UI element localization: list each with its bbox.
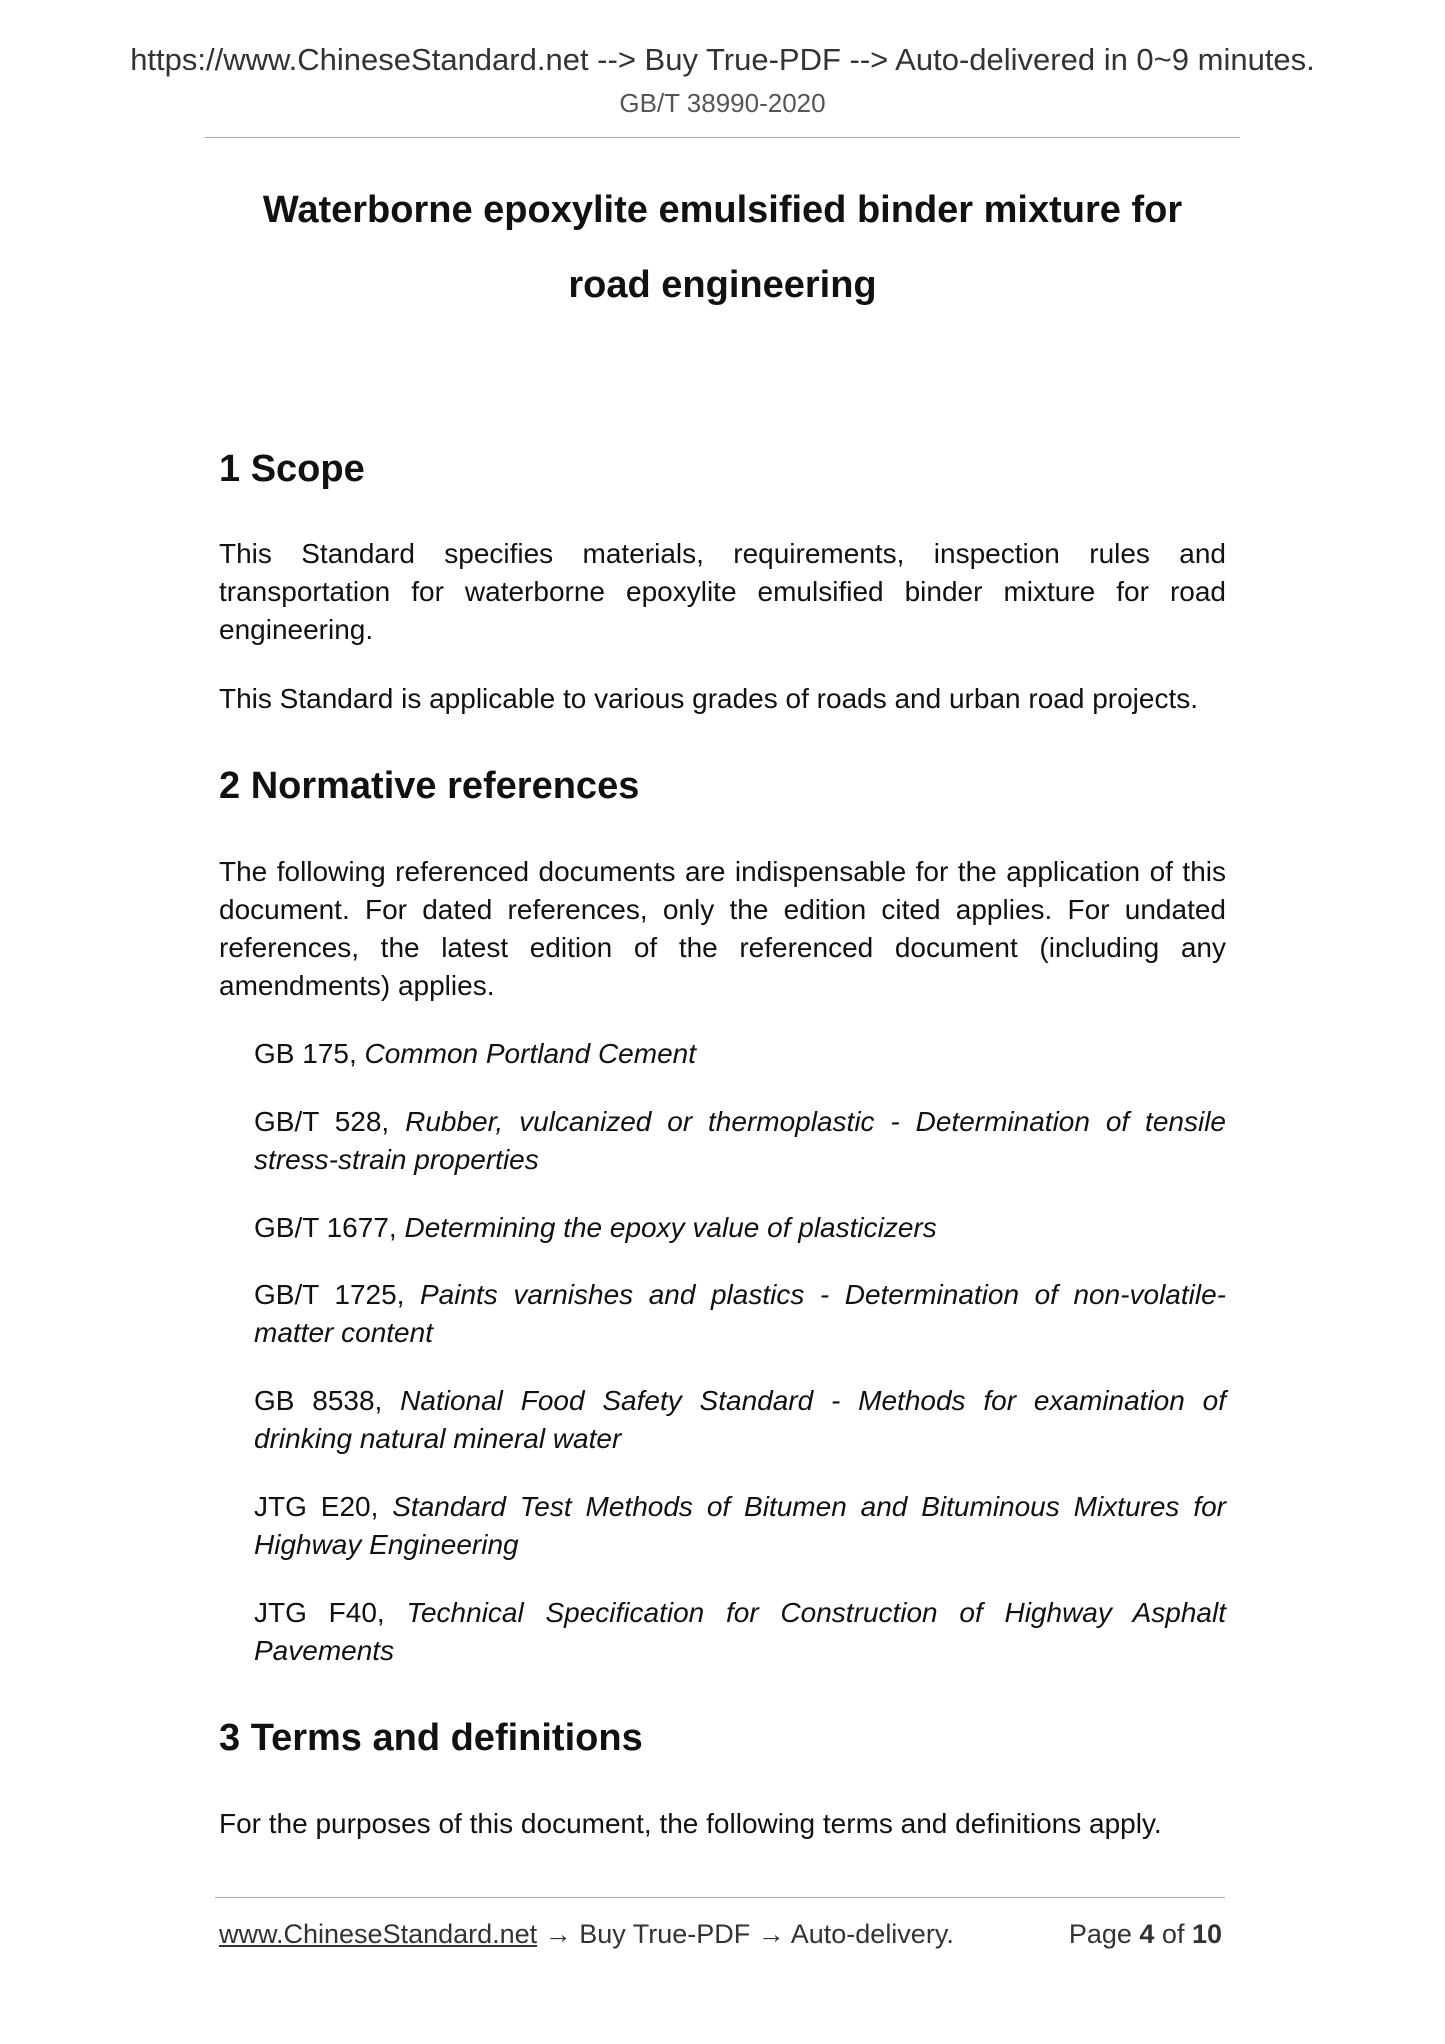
reference-item: [254, 1103, 1226, 1179]
reference-code: JTG F40,: [254, 1597, 407, 1628]
reference-item: [254, 1382, 1226, 1458]
reference-code: GB 175,: [254, 1038, 365, 1069]
scope-paragraph-1: This Standard specifies materials, requirements, inspection rules and transportation for waterborne epoxylite emulsified binder mixture for road engineering.: [219, 538, 1226, 645]
standard-code: GB/T 38990-2020: [619, 88, 826, 118]
reference-item: [254, 1276, 1226, 1352]
footer-divider: [215, 1897, 1225, 1898]
reference-item: [254, 1594, 1226, 1670]
page-of-label: of: [1154, 1919, 1192, 1949]
reference-code: GB/T 528,: [254, 1106, 406, 1137]
footer-promo: [219, 1917, 954, 1951]
reference-title: Rubber, vulcanized or thermoplastic - Determination of tensile stress-strain properties: [254, 1106, 1226, 1175]
reference-title: Common Portland Cement: [364, 1038, 696, 1069]
section-heading-scope: 1 Scope: [219, 448, 365, 490]
reference-code: GB/T 1725,: [254, 1279, 420, 1310]
page-label: Page: [1068, 1919, 1140, 1949]
page-current: 4: [1139, 1919, 1155, 1949]
reference-title: Technical Specification for Construction of Highway Asphalt Pavements: [254, 1597, 1226, 1666]
site-banner: https://www.ChineseStandard.net --> Buy True-PDF --> Auto-delivered in 0~9 minutes.: [130, 42, 1315, 77]
header-divider: [205, 137, 1240, 138]
reference-item: [254, 1035, 1226, 1073]
scope-paragraph-2: This Standard is applicable to various grades of roads and urban road projects.: [219, 683, 1199, 714]
document-title-line-2: road engineering: [568, 264, 877, 306]
reference-code: GB 8538,: [254, 1385, 401, 1416]
page-total: 10: [1191, 1919, 1222, 1949]
reference-title: National Food Safety Standard - Methods for examination of drinking natural mineral water: [254, 1385, 1226, 1454]
normative-intro-paragraph: The following referenced documents are indispensable for the application of this document. For dated references, only the edition cited applies. For undated references, the latest edition of the referenced document (including any amendments) applies.: [219, 856, 1226, 1001]
reference-title: Standard Test Methods of Bitumen and Bituminous Mixtures for Highway Engineering: [254, 1491, 1226, 1560]
reference-title: Paints varnishes and plastics - Determination of non-volatile-matter content: [254, 1279, 1226, 1348]
reference-title: Determining the epoxy value of plasticizers: [404, 1212, 937, 1243]
document-title-line-1: Waterborne epoxylite emulsified binder mixture for: [262, 189, 1183, 231]
reference-code: GB/T 1677,: [254, 1212, 405, 1243]
terms-paragraph-1: For the purposes of this document, the following terms and definitions apply.: [219, 1808, 1162, 1839]
reference-item: [254, 1488, 1226, 1564]
reference-code: JTG E20,: [254, 1491, 393, 1522]
page-indicator: [1069, 1917, 1222, 1951]
reference-item: [254, 1209, 1226, 1247]
footer-site-link[interactable]: www.ChineseStandard.net: [219, 1919, 538, 1949]
footer-tagline: → Buy True-PDF → Auto-delivery.: [537, 1919, 954, 1949]
section-heading-normative-references: 2 Normative references: [219, 765, 640, 807]
section-heading-terms-definitions: 3 Terms and definitions: [219, 1717, 643, 1759]
